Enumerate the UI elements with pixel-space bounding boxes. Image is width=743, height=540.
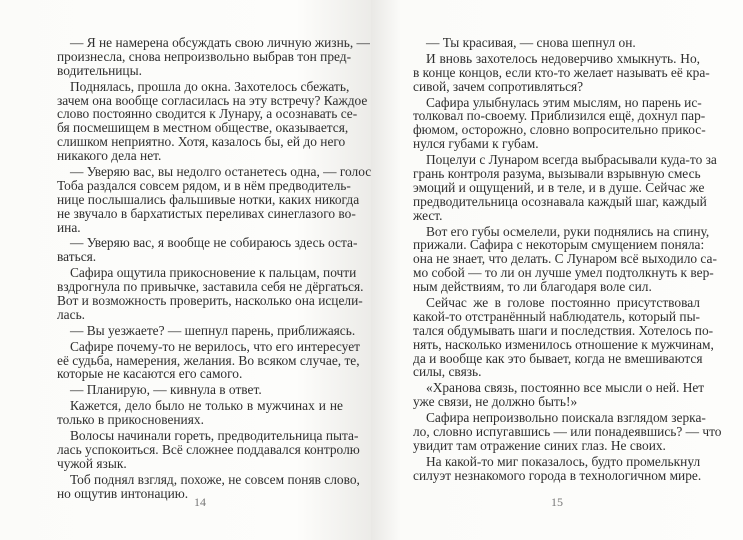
text-line: предводительница осознавала каждый шаг, каждый — [413, 193, 707, 209]
text-line: Сафира непроизвольно поискала взглядом зерка- — [426, 410, 706, 426]
page-number: 15 — [551, 495, 563, 509]
paragraph — [57, 322, 356, 338]
left-page — [0, 0, 371, 540]
paragraph — [57, 265, 364, 322]
text-line: лась успокоиться. Всё сложнее поддавался контролю — [57, 441, 360, 457]
left-page-text — [57, 35, 372, 503]
text-line: Сафира улыбнулась этим мыслям, но парень ис- — [426, 94, 702, 110]
text-line: фюмом, осторожно, словно вопросительно прикос- — [413, 122, 706, 138]
text-line: ина. — [57, 219, 81, 235]
paragraph — [57, 383, 343, 397]
text-line: вздрогнула по привычке, заставила себя не дёргаться. — [57, 279, 364, 295]
text-line: грань контроля разума, вызывали взрывную смесь — [413, 166, 701, 182]
paragraph — [57, 428, 360, 471]
text-line: нице послышались фальшивые нотки, каких никогда — [57, 191, 360, 207]
text-line: мо собой — то ли он лучше умел подтолкнуть к вер- — [413, 265, 714, 281]
paragraph — [57, 35, 370, 78]
text-line: Волосы начинали гореть, предводительница пыта- — [70, 428, 359, 444]
text-line: нулся губами к губам. — [413, 136, 539, 152]
text-line: бя посмешищем в местном обществе, оказывается, — [57, 120, 349, 136]
text-line: Кажется, дело было не только в мужчинах и не — [70, 398, 343, 414]
paragraph — [413, 36, 700, 50]
right-page-text — [413, 35, 722, 485]
text-line: жест. — [413, 207, 443, 223]
paragraph — [57, 235, 358, 265]
paragraph — [413, 410, 722, 453]
text-line: Тоба раздался совсем рядом, и в нём предводитель- — [57, 177, 351, 193]
text-line: никакого дела нет. — [57, 148, 162, 164]
text-line: Вот и возможность проверить, насколько она исцели- — [57, 293, 363, 309]
paragraph — [413, 380, 705, 410]
text-line: прижали. Сафира с некоторым смущением поняла: — [413, 237, 705, 253]
text-line: На какой-то миг показалось, будто промелькнул — [426, 453, 701, 469]
text-line: сивой, зачем сопротивляться? — [413, 78, 584, 94]
text-line: И вновь захотелось недоверчиво хмыкнуть. Но, — [426, 50, 700, 66]
text-line: не звучало в бархатистых переливах синеглазого во- — [57, 205, 356, 221]
text-line: зачем она вообще согласилась на эту встречу? Каждое — [57, 92, 368, 108]
text-line: её судьба, намерения, желания. Во всяком случае, те, — [57, 352, 360, 368]
text-line: Сафире почему-то не верилось, что его интересует — [70, 338, 360, 354]
page-number: 14 — [194, 495, 206, 509]
text-line: эмоций и ощущений, и в теле, и в душе. Сейчас же — [413, 179, 705, 195]
text-line: — Я не намерена обсуждать свою личную жизнь, — — [70, 35, 370, 50]
text-line: — Уверяю вас, я вообще не собираюсь здесь оста- — [70, 235, 358, 251]
paragraph — [57, 399, 343, 427]
text-line: толковал по-своему. Приблизился ещё, дохнул пар- — [413, 108, 706, 124]
text-line: — Вы уезжаете? — шепнул парень, приближаясь. — [70, 322, 356, 338]
text-line: силы, связь. — [413, 364, 482, 380]
text-line: увидит там отражение синих глаз. Не своих. — [413, 437, 666, 453]
text-line: тался обдумывать шаги и последствия. Хотелось по- — [413, 322, 714, 338]
text-line: слишком неприятно. Хотя, казалось бы, ей до него — [57, 134, 346, 150]
text-line: Сафира ощутила прикосновение к пальцам, почти — [70, 265, 357, 281]
text-line: произнесла, снова непроизвольно выбрав тон пред- — [57, 48, 352, 64]
text-line: нять, насколько изменилось отношение к мужчинам, — [413, 336, 714, 352]
text-line: ным действиям, то ли благодаря воле сил. — [413, 279, 652, 295]
text-line: только в прикосновениях. — [57, 412, 204, 428]
text-line: Поднялась, прошла до окна. Захотелось сбежать, — [70, 78, 350, 94]
right-page — [371, 0, 743, 540]
text-line: но ощутив интонацию. — [57, 485, 189, 501]
text-line: Вот его губы осмелели, руки поднялись на спину, — [426, 223, 710, 239]
text-line: какой-то отстранённый наблюдатель, который пы- — [413, 308, 701, 324]
paragraph — [57, 338, 360, 382]
text-line: Поцелуи с Лунаром всегда выбрасывали куда-то за — [426, 152, 717, 168]
paragraph — [57, 164, 372, 235]
paragraph — [413, 152, 717, 223]
paragraph — [57, 78, 368, 164]
text-line: ло, словно испугавшись — или понадеявшись? — что — [413, 424, 722, 440]
paragraph — [413, 94, 706, 152]
paragraph — [413, 50, 710, 94]
text-line: силуэт незнакомого города в технологичном мире. — [413, 467, 702, 483]
text-line: которые не касаются его самого. — [57, 366, 243, 382]
text-line: Сейчас же в голове постоянно присутствовал — [426, 295, 700, 311]
text-line: водительницы. — [57, 62, 142, 78]
text-line: ваться. — [57, 249, 97, 265]
text-line: — Планирую, — кивнула в ответ. — [70, 382, 262, 398]
text-line: — Ты красивая, — снова шепнул он. — [426, 35, 636, 50]
text-line: — Уверяю вас, вы недолго останетесь одна, — голос — [70, 164, 372, 180]
text-line: уже связи, не должно быть!» — [413, 394, 578, 410]
text-line: она не знает, что делать. С Лунаром всё выходило са- — [413, 251, 717, 267]
text-line: Тоб поднял взгляд, похоже, не совсем поняв слово, — [70, 471, 360, 487]
paragraph — [413, 295, 714, 380]
text-line: да и вообще как это бывает, когда не вмешиваются — [413, 350, 703, 366]
text-line: слово постоянно сводится к Лунару, а осознавать се- — [57, 106, 358, 122]
text-line: в конце концов, если кто-то желает называть её кра- — [413, 64, 710, 80]
text-line: «Хранова связь, постоянно все мысли о ней. Нет — [426, 380, 705, 396]
paragraph — [413, 455, 700, 483]
text-line: лась. — [57, 306, 86, 322]
text-line: чужой язык. — [57, 455, 127, 471]
paragraph — [413, 223, 717, 295]
